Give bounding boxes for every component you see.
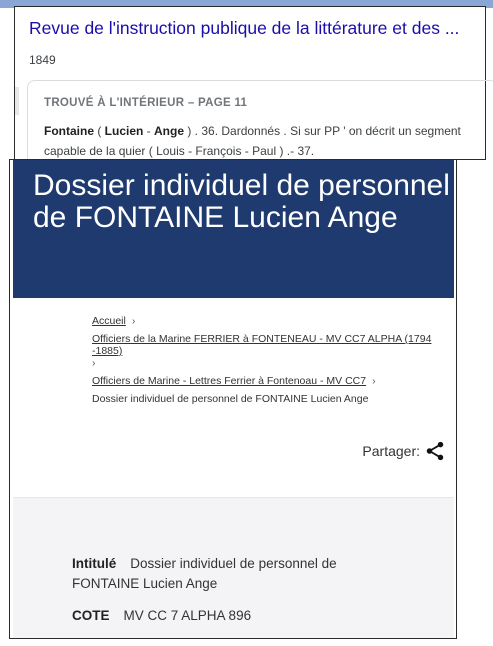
snippet-highlight: Fontaine [44,124,94,138]
result-year: 1849 [29,53,56,67]
intitule-field [72,554,402,594]
inside-snippet-box[interactable] [27,80,493,171]
inside-page-label: TROUVÉ À L'INTÉRIEUR – PAGE 11 [44,97,248,109]
cote-value: MV CC 7 ALPHA 896 [123,608,252,623]
cote-field [72,608,251,623]
breadcrumb-item-subseries [92,375,452,387]
snippet-highlight: Ange [154,124,185,138]
intitule-value: Dossier individuel de personnel de FONTAINE Lucien Ange [72,556,337,591]
breadcrumb-link-subseries[interactable]: Officiers de Marine - Lettres Ferrier à Fontenoau - MV CC7 [92,375,367,387]
intitule-label: Intitulé [72,556,117,571]
snippet-part: - [143,124,155,138]
share-control[interactable] [362,440,446,462]
snippet-highlight: Lucien [104,124,144,138]
share-label: Partager: [362,443,420,459]
page-title: Dossier individuel de personnel de FONTAINE Lucien Ange [33,169,450,234]
share-icon[interactable] [424,440,446,462]
breadcrumb-item-home [92,315,452,327]
snippet-part: ( [94,124,105,138]
cote-label: COTE [72,608,110,623]
page-header-banner [13,160,454,298]
breadcrumb-link-home[interactable]: Accueil [92,315,126,327]
chevron-right-icon: › [372,375,376,387]
archive-record-page [9,159,457,639]
breadcrumb-current: Dossier individuel de personnel de FONTAINE Lucien Ange [92,393,369,405]
chevron-right-icon: › [131,315,136,327]
result-title-link[interactable]: Revue de l'instruction publique de la littérature et des ... [29,18,460,38]
breadcrumb [92,315,452,411]
snippet-text [44,121,489,161]
search-result-card [14,6,486,160]
record-details [13,498,454,639]
card-edge [15,87,19,115]
snippet-part: ) . 36. Dardonnés . Si sur PP ' on décrit un segment capable de la quier ( Louis - François - Paul ) .- 37. [44,124,461,158]
chevron-right-icon: › [92,357,96,369]
breadcrumb-link-series[interactable]: Officiers de la Marine FERRIER à FONTENEAU - MV CC7 ALPHA (1794 -1885) [92,333,432,357]
breadcrumb-item-series [92,333,452,369]
